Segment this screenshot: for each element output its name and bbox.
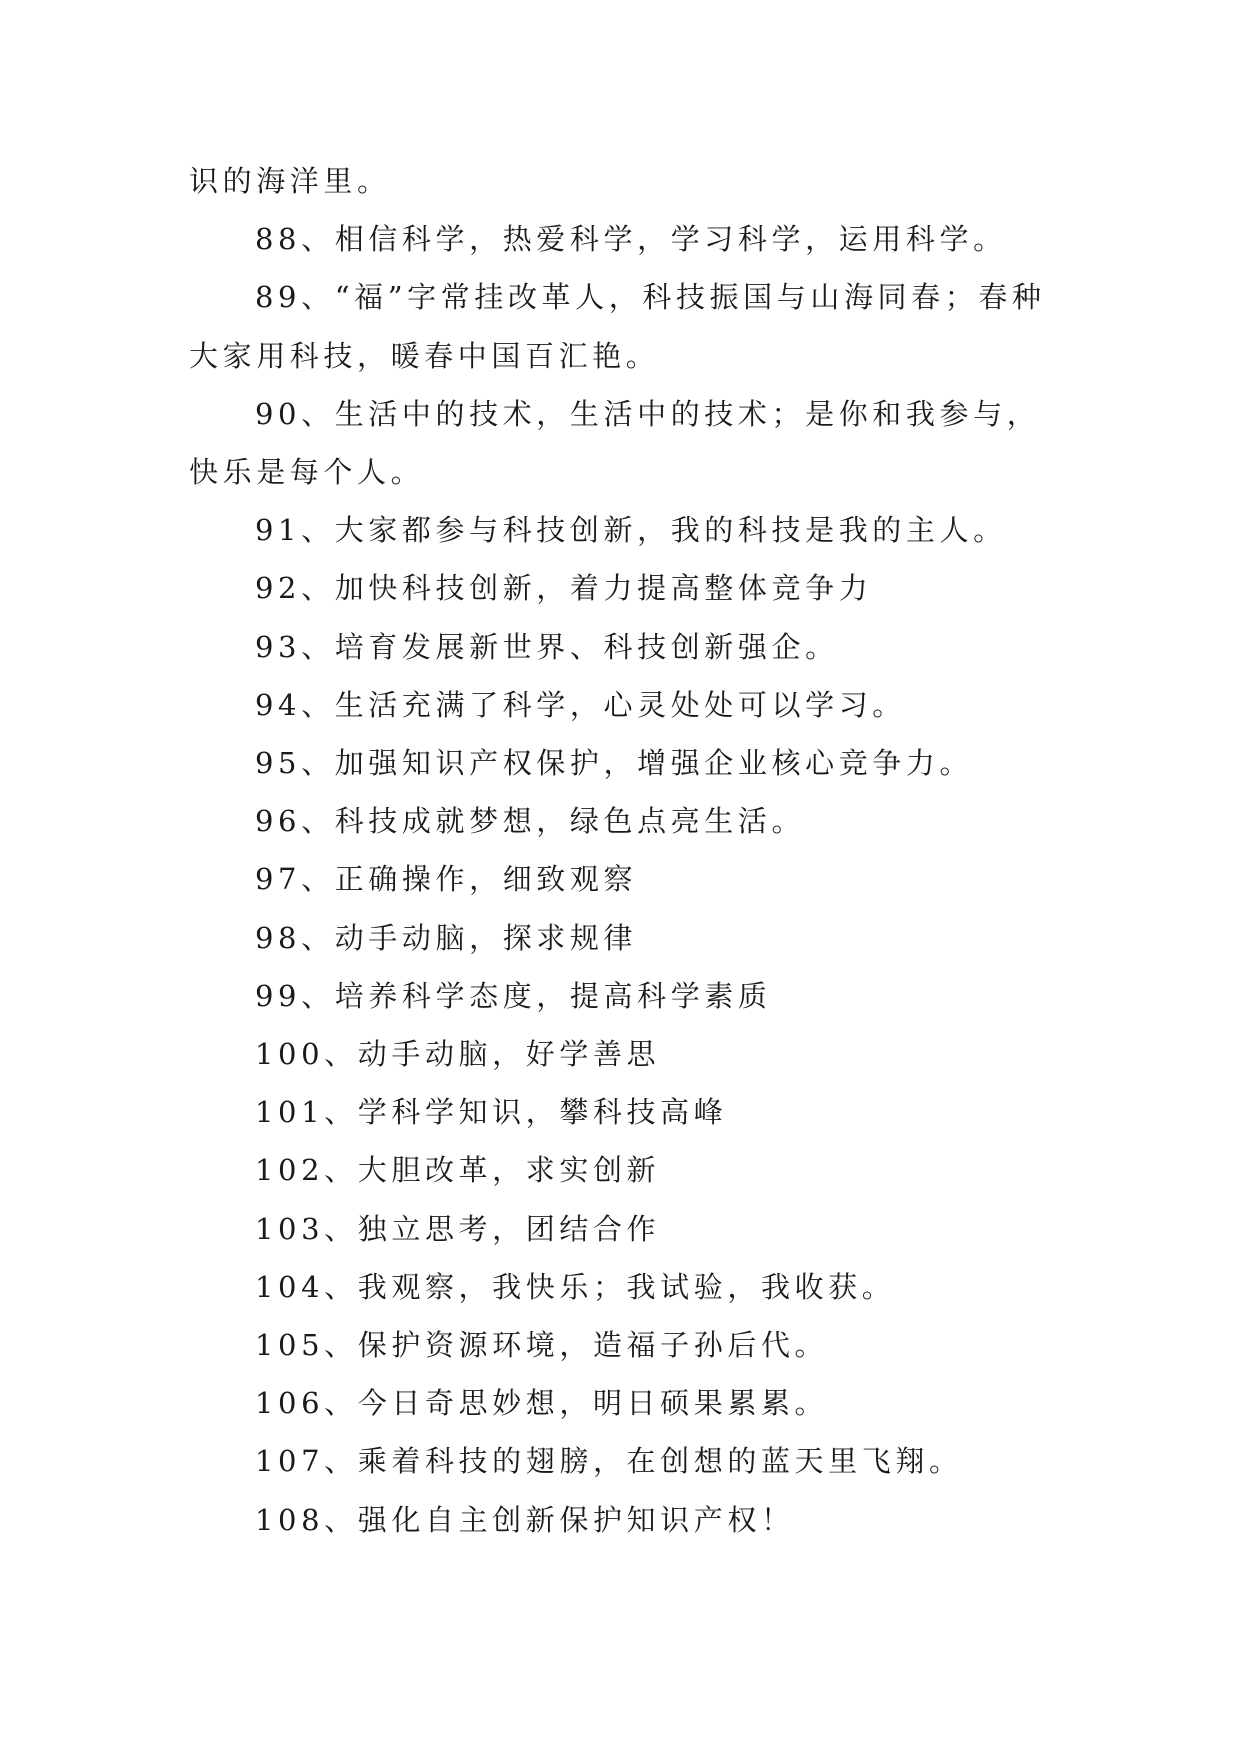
slogan-93: 93、培育发展新世界、科技创新强企。	[255, 629, 839, 664]
slogan-104: 104、我观察，我快乐；我试验，我收获。	[255, 1269, 896, 1304]
slogan-108: 108、强化自主创新保护知识产权！	[255, 1502, 795, 1537]
slogan-102: 102、大胆改革，求实创新	[255, 1153, 661, 1188]
document-body	[189, 152, 1055, 1549]
slogan-97: 97、正确操作，细致观察	[255, 862, 638, 897]
slogan-107: 107、乘着科技的翅膀，在创想的蓝天里飞翔。	[255, 1444, 963, 1479]
slogan-99: 99、培养科学态度，提高科学素质	[255, 978, 772, 1013]
slogan-90: 90、生活中的技术，生活中的技术；是你和我参与，快乐是每个人。	[189, 396, 1041, 490]
slogan-95: 95、加强知识产权保护，增强企业核心竞争力。	[255, 746, 974, 781]
slogan-96: 96、科技成就梦想，绿色点亮生活。	[255, 804, 806, 839]
slogan-103: 103、独立思考，团结合作	[255, 1211, 661, 1246]
slogan-100: 100、动手动脑，好学善思	[255, 1037, 661, 1072]
paragraph-continuation: 识的海洋里。	[189, 164, 391, 198]
slogan-92: 92、加快科技创新，着力提高整体竞争力	[255, 571, 873, 606]
slogan-89: 89、“福”字常挂改革人，科技振国与山海同春；春种大家用科技，暖春中国百汇艳。	[189, 280, 1046, 373]
slogan-94: 94、生活充满了科学，心灵处处可以学习。	[255, 687, 906, 722]
slogan-91: 91、大家都参与科技创新，我的科技是我的主人。	[255, 513, 1007, 548]
slogan-106: 106、今日奇思妙想，明日硕果累累。	[255, 1386, 829, 1421]
slogan-98: 98、动手动脑，探求规律	[255, 920, 638, 955]
slogan-105: 105、保护资源环境，造福子孙后代。	[255, 1328, 829, 1363]
slogan-101: 101、学科学知识，攀科技高峰	[255, 1095, 728, 1130]
slogan-88: 88、相信科学，热爱科学，学习科学，运用科学。	[255, 222, 1007, 257]
